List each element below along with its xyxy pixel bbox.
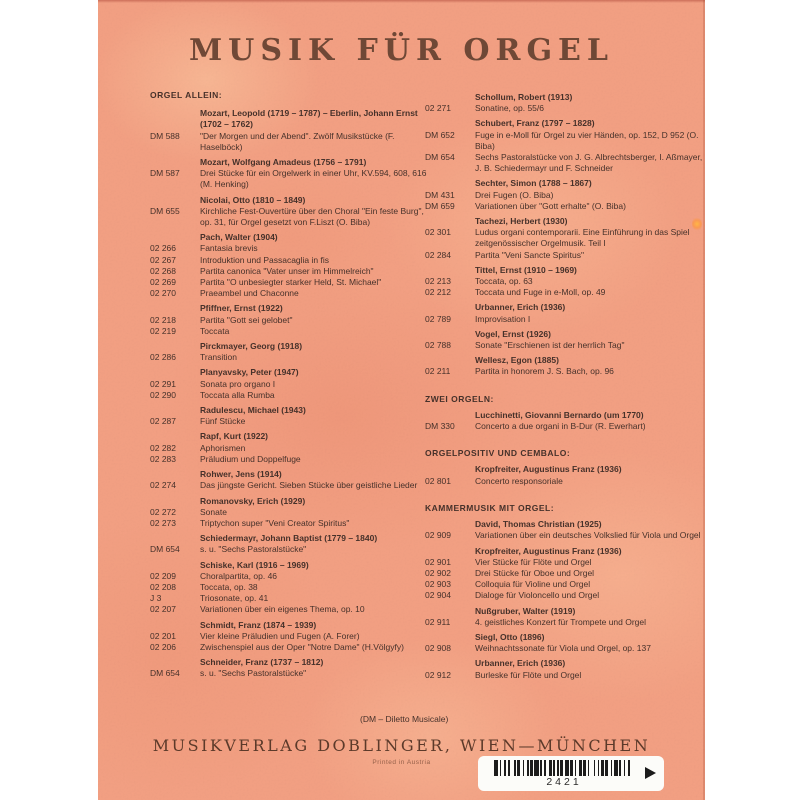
catalog-number: 02 903 [425,579,451,590]
work-entry [150,604,430,615]
work-title: s. u. "Sechs Pastoralstücke" [200,544,307,555]
work-entry [425,103,705,114]
work-entry [425,130,705,152]
catalog-number: DM 431 [425,189,455,200]
catalog-column-right [425,88,705,681]
composer-name: Schiske, Karl (1916 – 1969) [200,559,309,570]
work-entry [150,277,430,288]
work-entry [150,288,430,299]
composer-name: Kropfreiter, Augustinus Franz (1936) [475,545,622,556]
work-title: Partita "Gott sei gelobet" [200,314,293,325]
work-entry [425,476,705,487]
work-title: s. u. "Sechs Pastoralstücke" [200,668,307,679]
work-entry [425,287,705,298]
work-entry [150,454,430,465]
catalog-number: 02 219 [150,325,176,336]
catalog-number: 02 904 [425,590,451,601]
work-title: Partita "O unbesiegter starker Held, St. Michael" [200,277,382,288]
work-entry [150,571,430,582]
work-title: Choralpartita, op. 46 [200,570,278,581]
catalog-number: 02 273 [150,517,176,528]
work-title: Colloquia für Violine und Orgel [475,579,591,590]
composer-name: Rapf, Kurt (1922) [200,431,269,442]
catalog-number: DM 654 [425,152,455,163]
composer-name: Kropfreiter, Augustinus Franz (1936) [475,464,622,475]
catalog-number: 02 282 [150,442,176,453]
section-heading: KAMMERMUSIK MIT ORGEL: [425,502,555,513]
work-title: Concerto a due organi in B-Dur (R. Ewerhart) [475,421,646,432]
work-entry [425,201,705,212]
work-entry [425,590,705,601]
work-title: Introduktion und Passacaglia in fis [200,254,329,265]
catalog-number: DM 330 [425,421,455,432]
composer-name: Pach, Walter (1904) [200,232,278,243]
work-title: Drei Stücke für Oboe und Orgel [475,567,595,578]
catalog-number: 02 283 [150,453,176,464]
catalog-number: 02 209 [150,570,176,581]
catalog-number: 02 269 [150,277,176,288]
composer-name: Sechter, Simon (1788 – 1867) [475,178,592,189]
composer-name: Schneider, Franz (1737 – 1812) [200,657,324,668]
composer-name: Urbanner, Erich (1936) [475,658,566,669]
composer-name: Mozart, Leopold (1719 – 1787) – Eberlin, Johann Ernst (1702 – 1762) [200,108,418,130]
work-entry [150,352,430,363]
work-entry [150,443,430,454]
work-title: Sonate "Erschienen ist der herrlich Tag" [475,340,625,351]
catalog-number: 02 207 [150,604,176,615]
work-entry [150,507,430,518]
work-title: Partita canonica "Vater unser im Himmelreich" [200,265,374,276]
work-entry [150,668,430,679]
work-title: Fantasia brevis [200,243,258,254]
work-title: Vier kleine Präludien und Fugen (A. Forer) [200,630,360,641]
work-title: Burleske für Flöte und Orgel [475,669,582,680]
work-title: Variationen über ein deutsches Volkslied für Viola und Orgel [475,530,701,541]
composer-name: Nicolai, Otto (1810 – 1849) [200,194,306,205]
work-title: Zwischenspiel aus der Oper "Notre Dame" (H.Völgyfy) [200,641,404,652]
work-title: Aphorismen [200,442,246,453]
barcode-icon [494,760,634,776]
work-entry [150,255,430,266]
catalog-number: 02 912 [425,669,451,680]
work-entry [150,480,430,491]
work-title: Toccata, op. 38 [200,581,258,592]
catalog-number: 02 290 [150,389,176,400]
work-entry [425,340,705,351]
work-title: Improvisation I [475,313,531,324]
work-entry [150,642,430,653]
work-title: Präludium und Doppelfuge [200,453,301,464]
work-title: Triosonate, op. 41 [200,593,269,604]
work-title: "Der Morgen und der Abend". Zwölf Musikstücke (F. Haselböck) [200,130,395,152]
work-entry [150,631,430,642]
catalog-number: J 3 [150,593,162,604]
catalog-number: 02 211 [425,366,451,377]
catalog-number: 02 789 [425,313,451,324]
work-title: 4. geistliches Konzert für Trompete und Orgel [475,616,647,627]
work-title: Toccata [200,325,230,336]
catalog-number: 02 801 [425,475,451,486]
work-entry [425,152,705,174]
page-edge-smudge [692,217,702,231]
catalog-number: 02 201 [150,630,176,641]
composer-name: Schiedermayr, Johann Baptist (1779 – 1840) [200,533,378,544]
catalog-number: 02 267 [150,254,176,265]
page-title: MUSIK FÜR ORGEL [188,33,615,68]
work-title: Das jüngste Gericht. Sieben Stücke über geistliche Lieder [200,480,418,491]
catalog-number: 02 286 [150,352,176,363]
catalog-number: 02 287 [150,416,176,427]
work-title: Concerto responsoriale [475,475,563,486]
composer-name: David, Thomas Christian (1925) [475,519,602,530]
work-title: Toccata, op. 63 [475,276,533,287]
work-title: Sechs Pastoralstücke von J. G. Albrechtsberger, I. Aßmayer, J. B. Schiedermayr und F. Schneider [475,152,703,174]
arrow-right-icon [645,767,656,779]
printed-in-note: Printed in Austria [372,759,431,766]
barcode-label [478,756,664,791]
work-title: Toccata und Fuge in e-Moll, op. 49 [475,287,606,298]
catalog-number: DM 652 [425,129,455,140]
catalog-number: 02 301 [425,227,451,238]
catalog-number: 02 284 [425,249,451,260]
work-title: Dialoge für Violoncello und Orgel [475,590,600,601]
catalog-number: DM 587 [150,168,180,179]
work-title: Sonate [200,506,227,517]
work-entry [425,579,705,590]
work-title: Transition [200,352,238,363]
composer-name: Mozart, Wolfgang Amadeus (1756 – 1791) [200,157,367,168]
catalog-number: DM 654 [150,668,180,679]
composer-name: Lucchinetti, Giovanni Bernardo (um 1770) [475,409,644,420]
work-title: Partita in honorem J. S. Bach, op. 96 [475,366,614,377]
catalog-number: 02 212 [425,287,451,298]
composer-name: Planyavsky, Peter (1947) [200,367,299,378]
catalog-number: 02 911 [425,616,451,627]
work-entry [150,593,430,604]
catalog-number: DM 654 [150,544,180,555]
work-entry [425,250,705,261]
work-entry [425,530,705,541]
catalog-number: 02 271 [425,103,451,114]
work-title: Fuge in e-Moll für Orgel zu vier Händen, op. 152, D 952 (O. Biba) [475,129,699,151]
composer-name: Schmidt, Franz (1874 – 1939) [200,619,317,630]
work-entry [425,568,705,579]
catalog-number: DM 655 [150,205,180,216]
work-title: Variationen über ein eigenes Thema, op. 10 [200,604,365,615]
work-title: Drei Fugen (O. Biba) [475,189,554,200]
composer-name: Romanovsky, Erich (1929) [200,495,306,506]
composer-name: Nußgruber, Walter (1919) [475,605,576,616]
section-heading: ORGEL ALLEIN: [150,90,223,100]
work-entry [425,670,705,681]
work-entry [150,390,430,401]
work-entry [150,243,430,254]
composer-name: Schollum, Robert (1913) [475,92,573,102]
composer-name: Vogel, Ernst (1926) [475,328,551,339]
catalog-number: 02 274 [150,480,176,491]
composer-name: Schubert, Franz (1797 – 1828) [475,118,595,129]
catalog-number: 02 206 [150,641,176,652]
work-entry [150,326,430,337]
catalog-number: 02 788 [425,340,451,351]
work-entry [425,617,705,628]
work-entry [150,518,430,529]
composer-name: Tittel, Ernst (1910 – 1969) [475,264,577,275]
catalog-number: 02 213 [425,276,451,287]
catalog-number: 02 901 [425,556,451,567]
composer-name: Tachezi, Herbert (1930) [475,216,568,227]
catalog-number: 02 208 [150,581,176,592]
work-entry [150,544,430,555]
section-heading: ZWEI ORGELN: [425,393,494,404]
work-title: Sonata pro organo I [200,378,276,389]
work-entry [425,557,705,568]
work-title: Triptychon super "Veni Creator Spiritus" [200,517,350,528]
work-title: Ludus organi contemporarii. Eine Einführung in das Spiel zeitgenössischer Orgelmusik. Teil I [475,227,690,249]
composer-name: Rohwer, Jens (1914) [200,469,282,480]
work-title: Sonatine, op. 55/6 [475,103,545,114]
section-heading: ORGELPOSITIV UND CEMBALO: [425,448,571,459]
work-entry [150,582,430,593]
work-entry [425,366,705,377]
catalog-number: 02 270 [150,288,176,299]
catalog-number: 02 908 [425,643,451,654]
composer-name: Pirckmayer, Georg (1918) [200,341,303,352]
work-entry [425,314,705,325]
catalog-number: DM 588 [150,130,180,141]
work-title: Drei Stücke für ein Orgelwerk in einer Uhr, KV.594, 608, 616 (M. Henking) [200,168,427,190]
work-entry [150,206,430,228]
work-entry [425,643,705,654]
composer-name: Wellesz, Egon (1885) [475,355,559,366]
work-entry [150,379,430,390]
composer-name: Siegl, Otto (1896) [475,631,545,642]
catalog-number: 02 909 [425,530,451,541]
work-entry [150,416,430,427]
work-title: Variationen über "Gott erhalte" (O. Biba) [475,200,626,211]
work-title: Partita "Veni Sancte Spiritus" [475,249,585,260]
work-entry [150,168,430,190]
work-entry [425,227,705,249]
work-title: Weihnachtssonate für Viola und Orgel, op. 137 [475,643,651,654]
catalog-number: 02 902 [425,567,451,578]
composer-name: Urbanner, Erich (1936) [475,302,566,313]
work-entry [425,190,705,201]
catalog-number: 02 272 [150,506,176,517]
publisher-line: MUSIKVERLAG DOBLINGER, WIEN—MÜNCHEN [152,736,651,755]
catalog-number: 02 218 [150,314,176,325]
work-title: Fünf Stücke [200,416,246,427]
work-entry [425,421,705,432]
catalog-column-left [150,88,430,680]
work-title: Toccata alla Rumba [200,389,275,400]
composer-name: Radulescu, Michael (1943) [200,405,306,416]
work-title: Kirchliche Fest-Ouvertüre über den Choral "Ein feste Burg", op. 31, für Orgel gesetzt von F.Liszt (O. Biba) [200,205,424,228]
work-entry [150,131,430,153]
abbreviation-note: (DM – Diletto Musicale) [360,714,449,724]
composer-name: Pfiffner, Ernst (1922) [200,303,283,314]
catalog-number: DM 659 [425,200,455,211]
catalog-page [98,0,705,800]
catalog-number: 02 291 [150,378,176,389]
barcode-number: 2421 [546,776,582,788]
work-entry [150,315,430,326]
work-title: Praeambel und Chaconne [200,288,299,299]
catalog-number: 02 266 [150,243,176,254]
work-entry [150,266,430,277]
catalog-number: 02 268 [150,265,176,276]
work-entry [425,276,705,287]
work-title: Vier Stücke für Flöte und Orgel [475,556,592,567]
